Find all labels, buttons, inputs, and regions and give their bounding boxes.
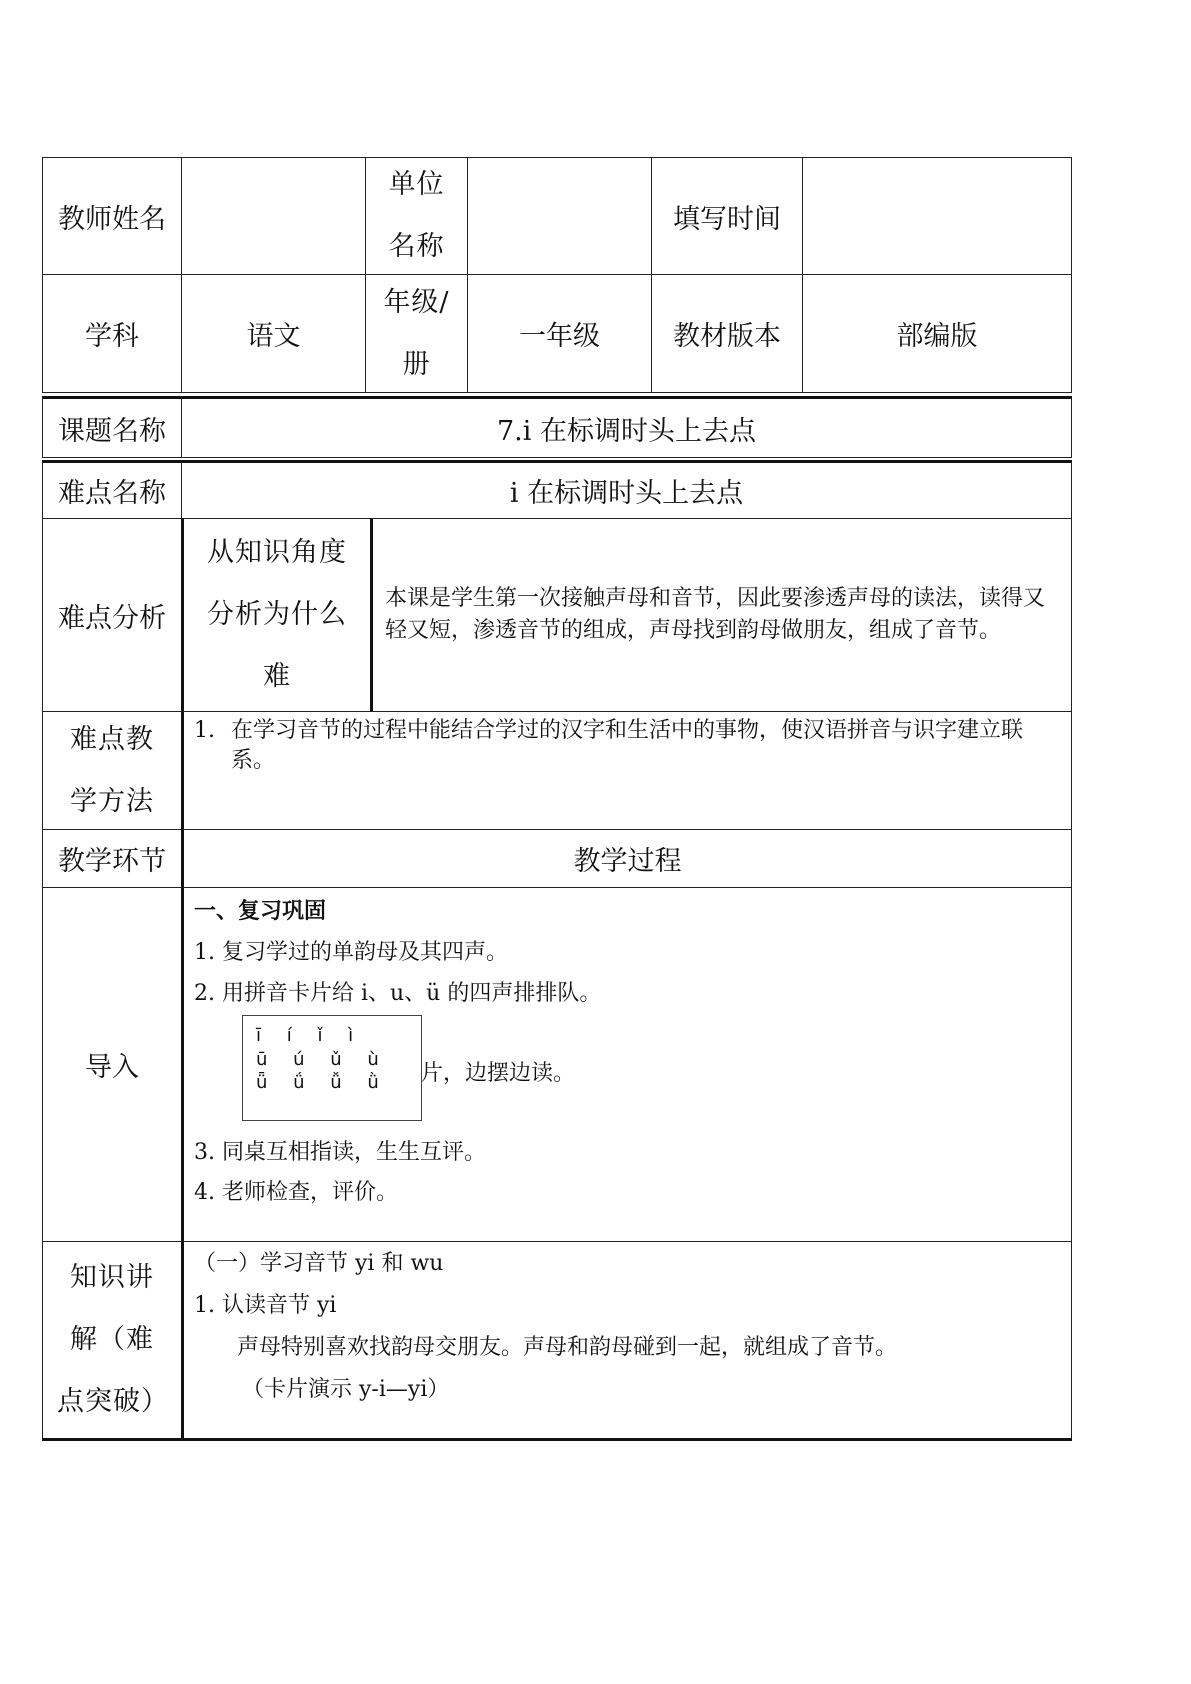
analysis-text-cell (370, 518, 1072, 712)
analysis-label-cell (42, 518, 182, 712)
date-value-cell (802, 157, 1072, 275)
grade-label: 年级/册 (383, 286, 450, 380)
date-label: 填写时间 (673, 203, 781, 235)
subject-value-cell (181, 274, 366, 393)
intro-label: 导入 (85, 1052, 139, 1083)
intro-item-3: 3. 同桌互相指读，生生互评。 (194, 1140, 486, 1165)
intro-content-cell (181, 887, 1072, 1242)
process-value: 教学过程 (573, 846, 682, 877)
grade-value: 一年级 (519, 321, 600, 352)
knowledge-line-1: （一）学习音节 yi 和 wu (194, 1251, 444, 1276)
intro-item-4: 4. 老师检查，评价。 (194, 1180, 398, 1205)
edition-label: 教材版本 (673, 321, 781, 352)
method-text-cell (181, 711, 1072, 830)
topic-value: 7.i 在标调时头上去点 (497, 415, 756, 447)
difficulty-value-cell (181, 460, 1072, 519)
method-label: 难点教学方法 (70, 723, 154, 817)
date-label-cell (651, 157, 803, 275)
method-text: 在学习音节的过程中能结合学过的汉字和生活中的事物，使汉语拼音与识字建立联系。 (231, 718, 1024, 773)
topic-label: 课题名称 (58, 415, 166, 447)
edition-label-cell (651, 274, 803, 393)
intro-heading: 一、复习巩固 (194, 898, 327, 924)
knowledge-label: 知识讲解（难点突破） (57, 1262, 169, 1417)
teacher-label-cell (42, 157, 182, 275)
teacher-label: 教师姓名 (58, 203, 166, 235)
knowledge-line-4: （卡片演示 y-i—yi） (242, 1377, 450, 1402)
edition-value: 部编版 (896, 321, 978, 352)
process-label: 教学环节 (58, 846, 166, 877)
difficulty-label: 难点名称 (58, 478, 166, 509)
intro-item-2: 2. 用拼音卡片给 i、u、ü 的四声排排队。 (194, 981, 602, 1006)
process-value-cell (181, 829, 1072, 888)
intro-label-cell (42, 887, 182, 1242)
topic-value-cell (181, 396, 1072, 458)
topic-label-cell (42, 396, 182, 458)
difficulty-label-cell (42, 460, 182, 519)
lesson-plan-table (42, 157, 1156, 1533)
subject-value: 语文 (246, 321, 301, 352)
difficulty-value: i 在标调时头上去点 (509, 478, 744, 509)
unit-value-cell (467, 157, 652, 275)
method-label-cell (42, 711, 182, 830)
knowledge-line-2: 1. 认读音节 yi (194, 1293, 337, 1318)
pinyin-row-v: ǖ ǘ ǚ ǜ (256, 1072, 389, 1093)
grade-label-cell (365, 274, 468, 393)
pinyin-row-u: ū ú ǔ ù (256, 1049, 389, 1070)
knowledge-label-cell (42, 1241, 182, 1441)
teacher-value-cell (181, 157, 366, 275)
knowledge-line-3: 声母特别喜欢找韵母交朋友。声母和韵母碰到一起，就组成了音节。 (237, 1335, 898, 1360)
pinyin-row-i: ī í ǐ ì (256, 1025, 364, 1046)
analysis-label: 难点分析 (58, 602, 166, 634)
subject-label-cell (42, 274, 182, 393)
edition-value-cell (802, 274, 1072, 393)
intro-item-1: 1. 复习学过的单韵母及其四声。 (194, 940, 508, 965)
analysis-text: 本课是学生第一次接触声母和音节，因此要渗透声母的读法，读得又轻又短，渗透音节的组成，声母找到韵母做朋友，组成了音节。 (385, 586, 1046, 643)
analysis-sublabel-cell (181, 518, 371, 712)
unit-label-cell (365, 157, 468, 275)
analysis-sublabel: 从知识角度分析为什么难 (207, 537, 347, 692)
process-label-cell (42, 829, 182, 888)
pinyin-card-box (242, 1015, 422, 1121)
intro-item-2-tail: 片，边摆边读。 (421, 1061, 576, 1086)
method-number: 1. (194, 718, 215, 743)
unit-label: 单位名称 (388, 169, 445, 262)
subject-label: 学科 (85, 321, 139, 352)
grade-value-cell (467, 274, 652, 393)
knowledge-content-cell (181, 1241, 1072, 1441)
